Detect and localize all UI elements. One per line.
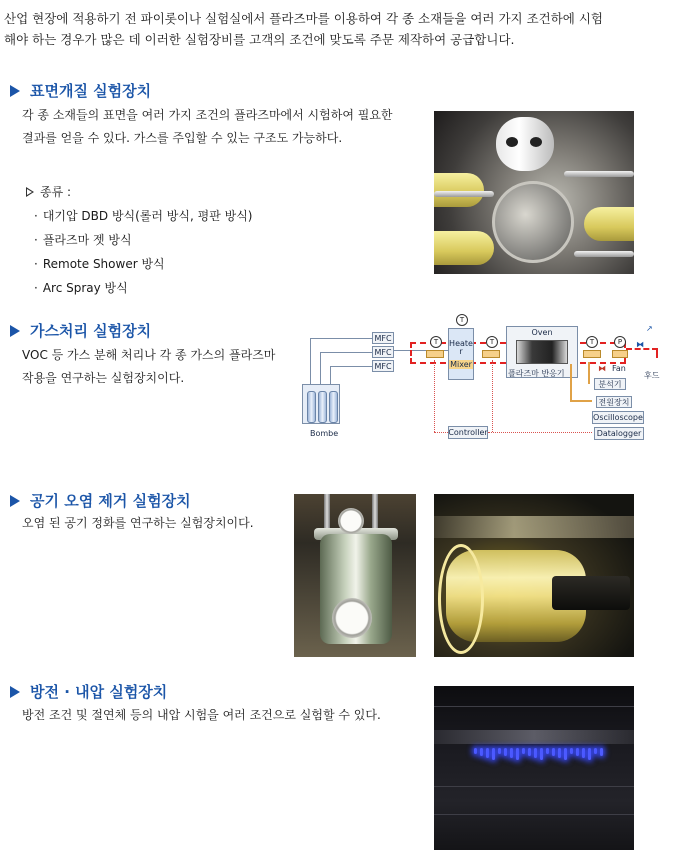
mfc-box: MFC <box>372 346 394 358</box>
thermometer-icon: T <box>430 336 442 348</box>
spark-shape <box>540 748 543 760</box>
spark-shape <box>546 748 549 754</box>
discharge-test-photo <box>434 686 634 850</box>
desc-line: 각 종 소재들의 표면을 여러 가지 조건의 플라즈마에서 시험하여 필요한 <box>22 108 393 122</box>
pressure-gauge-icon: P <box>614 336 626 348</box>
spark-shape <box>516 748 519 760</box>
surface-treatment-photo <box>434 111 634 274</box>
spark-shape <box>486 748 489 758</box>
spark-shape <box>576 748 579 756</box>
spark-shape <box>480 748 483 756</box>
types-label: 종류 : <box>40 185 72 199</box>
spark-shape <box>582 748 585 758</box>
gas-treatment-diagram <box>296 312 694 448</box>
pipe-line <box>330 366 331 384</box>
thermometer-icon: T <box>486 336 498 348</box>
frame-line <box>434 786 634 787</box>
section-title-text: 가스처리 실험장치 <box>30 322 152 340</box>
spark-shape <box>564 748 567 760</box>
spark-shape <box>510 748 513 758</box>
section-desc-air <box>22 512 254 535</box>
valve-icon: ⧓ <box>598 364 606 373</box>
list-item: · 대기압 DBD 방식(롤러 방식, 평판 방식) <box>34 204 253 228</box>
gas-cylinders <box>302 384 340 424</box>
spark-shape <box>558 748 561 758</box>
heater-mixer-unit <box>448 328 474 380</box>
reactor-label: 플라즈마 반응기 <box>508 369 565 378</box>
section-desc-discharge <box>22 704 381 727</box>
roller-shape <box>434 231 494 265</box>
rod-shape <box>434 191 494 197</box>
types-list-block <box>26 180 253 300</box>
spark-shape <box>534 748 537 758</box>
pipe-line <box>310 338 311 384</box>
valve-icon: ⧓ <box>636 340 644 349</box>
control-line <box>492 360 493 432</box>
section-title-air <box>10 490 191 511</box>
disc-shape <box>492 181 574 263</box>
valve-shape <box>482 350 500 358</box>
list-item: · Arc Spray 방식 <box>34 276 253 300</box>
section-title-text: 공기 오염 제거 실험장치 <box>30 492 191 510</box>
valve-shape <box>612 350 628 358</box>
signal-line <box>570 364 572 402</box>
desc-line: 오염 된 공기 정화를 연구하는 실험장치이다. <box>22 516 254 530</box>
section-title-discharge <box>10 681 167 702</box>
oscilloscope-box: Oscilloscope <box>593 413 643 422</box>
air-pollution-device-photo <box>294 494 416 657</box>
intro-line-2: 해야 하는 경우가 많은 데 이러한 실험장비를 고객의 조건에 맞도록 주문 제작하여 공급합니다. <box>4 32 515 47</box>
section-desc-gas <box>22 344 275 390</box>
triangle-bullet-icon <box>10 495 20 507</box>
section-title-gas <box>10 320 151 341</box>
controller-box: Controller <box>448 428 488 437</box>
spark-shape <box>594 748 597 754</box>
exhaust-icon: ↗ <box>646 324 653 333</box>
spark-shape <box>600 748 603 756</box>
spark-shape <box>522 748 525 754</box>
desc-line: 방전 조건 및 절연체 등의 내압 시험을 여러 조건으로 실험할 수 있다. <box>22 708 381 722</box>
spark-shape <box>570 748 573 754</box>
signal-line <box>570 400 592 402</box>
gauge-icon <box>338 508 364 534</box>
list-item: · Remote Shower 방식 <box>34 252 253 276</box>
pipe-line <box>310 338 372 339</box>
triangle-bullet-icon <box>10 325 20 337</box>
electrode-bar <box>434 730 634 744</box>
hollow-triangle-icon <box>26 187 34 197</box>
spark-shape <box>504 748 507 756</box>
desc-line: VOC 등 가스 분해 처리나 각 종 가스의 플라즈마 <box>22 348 276 362</box>
mfc-box: MFC <box>372 332 394 344</box>
section-desc-surface <box>22 104 393 150</box>
valve-shape <box>426 350 444 358</box>
heater-label: Heate r <box>449 338 473 356</box>
spark-shape <box>474 748 477 754</box>
frame-line <box>434 814 634 815</box>
frame-line <box>434 706 634 707</box>
section-title-text: 방전 · 내압 실험장치 <box>30 683 168 701</box>
lamp-shape <box>496 117 554 171</box>
spark-shape <box>498 748 501 754</box>
signal-line <box>588 362 590 384</box>
desc-line: 결과를 얻을 수 있다. 가스를 주입할 수 있는 구조도 가능하다. <box>22 131 343 145</box>
mixer-label: Mixer <box>450 359 472 369</box>
pipe-line <box>320 352 321 384</box>
roller-shape <box>584 207 634 241</box>
roller-shape <box>434 173 484 207</box>
oven-label: Oven <box>531 328 553 337</box>
triangle-bullet-icon <box>10 85 20 97</box>
core-shape <box>552 576 630 610</box>
types-list <box>34 204 253 300</box>
exhaust-label: 후드 <box>644 371 660 380</box>
rod-shape <box>564 171 634 177</box>
pipe-line <box>320 352 372 353</box>
desc-line: 작용을 연구하는 실험장치이다. <box>22 371 185 385</box>
fan-label: Fan <box>612 364 626 373</box>
spark-shape <box>552 748 555 756</box>
list-item: · 플라즈마 젯 방식 <box>34 228 253 252</box>
mfc-box: MFC <box>372 360 394 372</box>
bombe-label: Bombe <box>310 429 339 438</box>
shelf-shape <box>434 516 634 538</box>
thermometer-icon: T <box>456 314 468 326</box>
types-heading <box>26 180 253 204</box>
section-title-surface <box>10 80 151 101</box>
rod-shape <box>574 251 634 257</box>
pipe-line <box>330 366 372 367</box>
thermometer-icon: T <box>586 336 598 348</box>
process-path <box>626 348 658 358</box>
glowing-tube-photo <box>434 494 634 657</box>
control-line <box>434 360 435 432</box>
spark-shape <box>492 748 495 760</box>
gauge-icon <box>332 598 372 638</box>
intro-line-1: 산업 현장에 적용하기 전 파이롯이나 실험실에서 플라즈마를 이용하여 각 종 소재들을 여러 가지 조건하에 시험 <box>4 11 604 26</box>
section-title-text: 표면개질 실험장치 <box>30 82 152 100</box>
intro-text <box>4 8 694 50</box>
valve-shape <box>583 350 601 358</box>
reactor-shape <box>516 340 568 364</box>
power-supply-box: 전원장치 <box>596 396 632 408</box>
triangle-bullet-icon <box>10 686 20 698</box>
control-line <box>488 432 592 433</box>
spark-shape <box>528 748 531 756</box>
datalogger-box: Datalogger <box>594 427 644 440</box>
control-line <box>434 432 448 433</box>
spark-shape <box>588 748 591 760</box>
analyzer-box: 분석기 <box>594 378 626 390</box>
